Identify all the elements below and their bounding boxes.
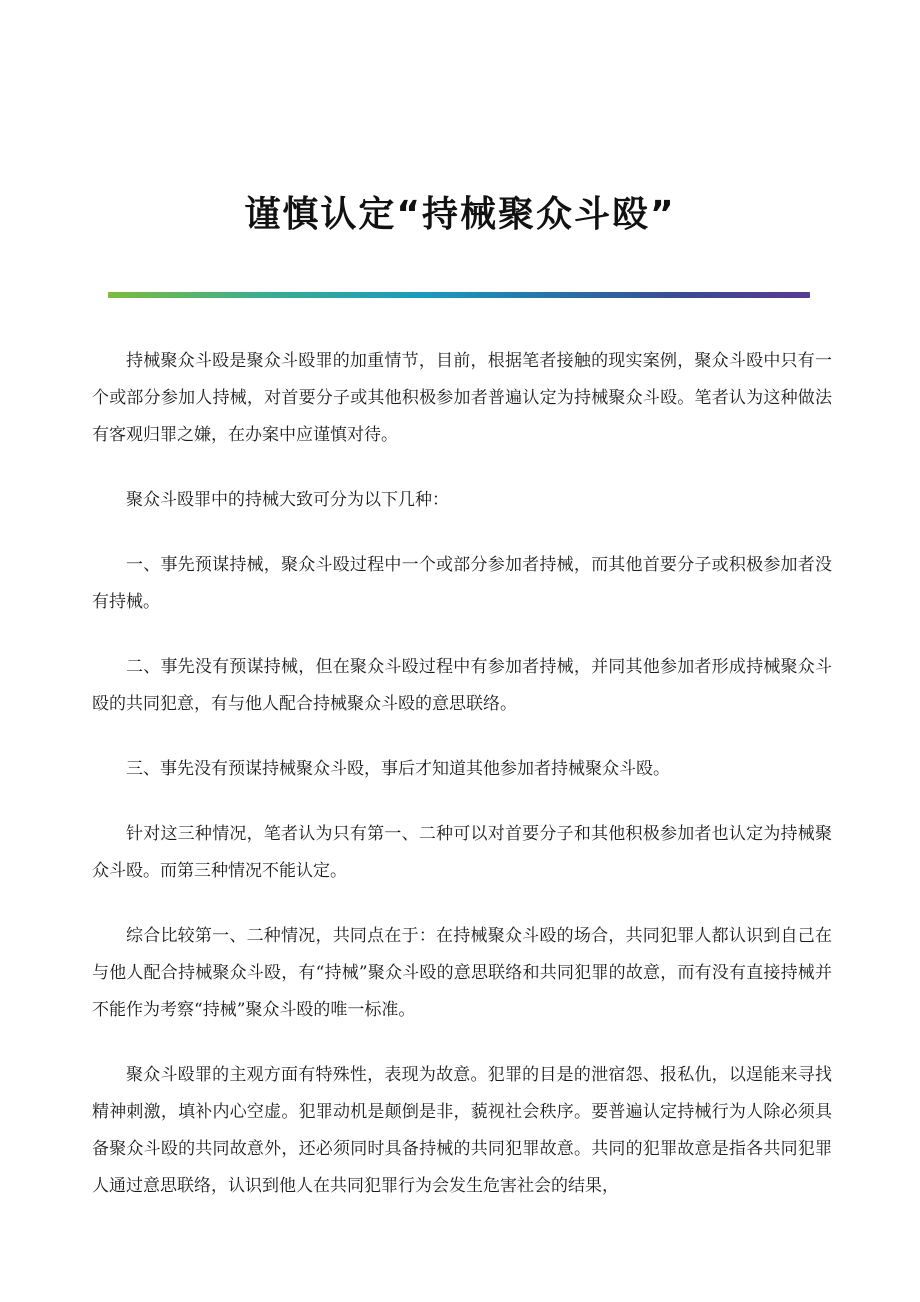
paragraph-subjective-aspect: 聚众斗殴罪的主观方面有特殊性，表现为故意。犯罪的目是的泄宿怨、报私仇，以逞能来寻找精神刺激，填补内心空虚。犯罪动机是颠倒是非，藐视社会秩序。要普遍认定持械行为人除必须具备聚众斗殴的共同故意外，还必须同时具备持械的共同犯罪故意。共同的犯罪故意是指各共同犯罪人通过意思联络，认识到他人在共同犯罪行为会发生危害社会的结果， [92,1065,832,1196]
paragraph-categories: 聚众斗殴罪中的持械大致可分为以下几种： [126,490,449,510]
paragraph-comparison: 综合比较第一、二种情况，共同点在于：在持械聚众斗殴的场合，共同犯罪人都认识到自己在与他人配合持械聚众斗殴，有“持械”聚众斗殴的意思联络和共同犯罪的故意，而有没有直接持械并不能作为考察“持械”聚众斗殴的唯一标准。 [92,926,832,1020]
title-divider [108,292,810,298]
paragraph-case-two: 二、事先没有预谋持械，但在聚众斗殴过程中有参加者持械，并同其他参加者形成持械聚众斗殴的共同犯意，有与他人配合持械聚众斗殴的意思联络。 [92,657,832,714]
document-title: 谨慎认定“持械聚众斗殴” [244,194,676,235]
paragraph-case-three: 三、事先没有预谋持械聚众斗殴，事后才知道其他参加者持械聚众斗殴。 [126,759,670,779]
document-body [92,343,832,1233]
paragraph-intro: 持械聚众斗殴是聚众斗殴罪的加重情节，目前，根据笔者接触的现实案例，聚众斗殴中只有一个或部分参加人持械，对首要分子或其他积极参加者普遍认定为持械聚众斗殴。笔者认为这种做法有客观归罪之嫌，在办案中应谨慎对待。 [92,351,832,445]
paragraph-case-one: 一、事先预谋持械，聚众斗殴过程中一个或部分参加者持械，而其他首要分子或积极参加者没有持械。 [92,555,832,612]
paragraph-conclusion: 针对这三种情况，笔者认为只有第一、二种可以对首要分子和其他积极参加者也认定为持械聚众斗殴。而第三种情况不能认定。 [92,824,832,881]
